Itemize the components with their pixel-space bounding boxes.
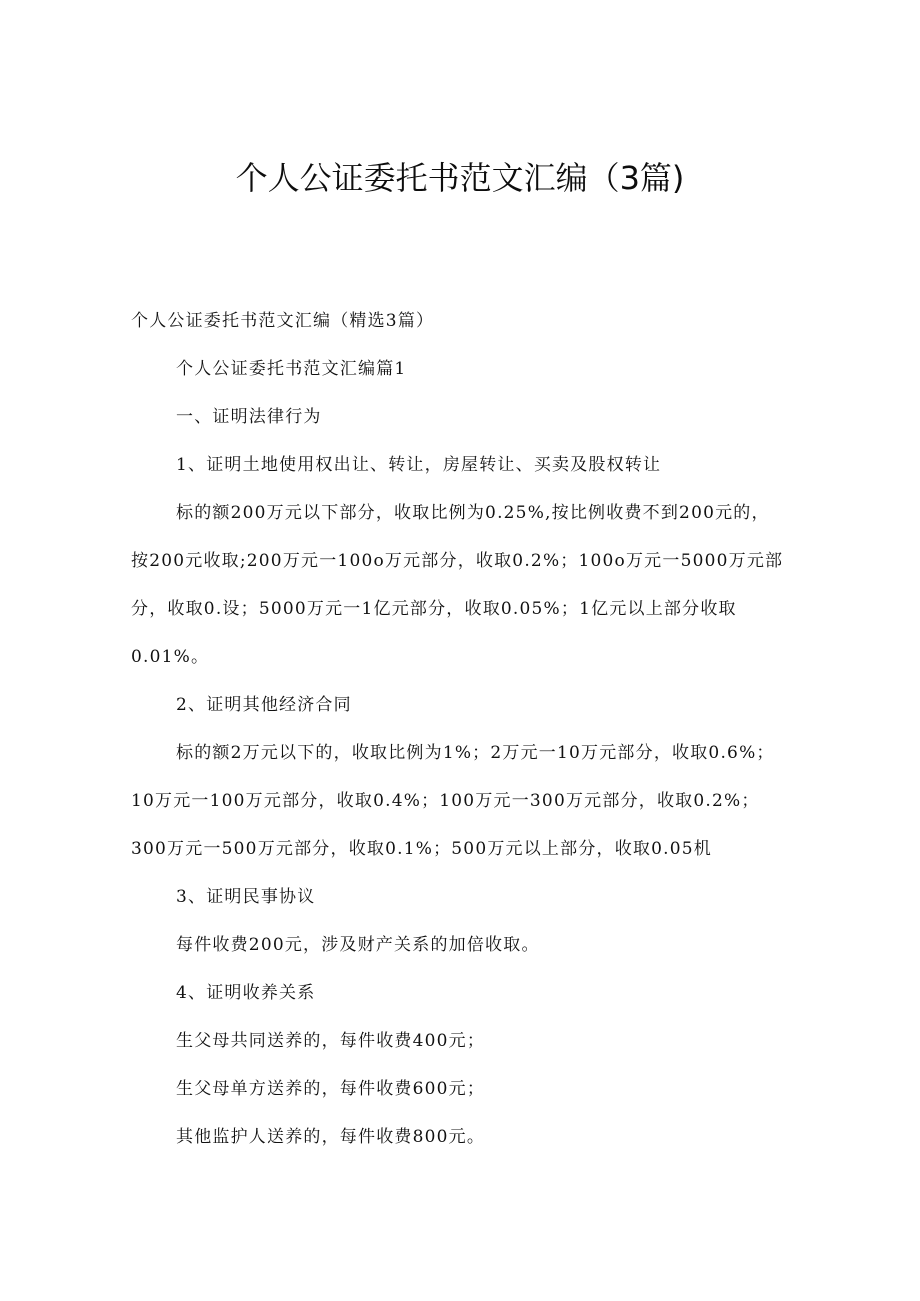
- item4-heading: 4、证明收养关系: [176, 983, 316, 1003]
- item2-heading: 2、证明其他经济合同: [176, 695, 352, 715]
- item1-line: 分，收取0.设；5000万元一1亿元部分，收取0.05%；1亿元以上部分收取: [131, 599, 737, 619]
- item3-line: 每件收费200元，涉及财产关系的加倍收取。: [176, 935, 540, 955]
- item4-line: 生父母共同送养的，每件收费400元；: [176, 1031, 486, 1051]
- item2-line: 300万元一500万元部分，收取0.1%；500万元以上部分，收取0.05机: [131, 839, 712, 859]
- part-one-heading: 一、证明法律行为: [176, 407, 322, 427]
- item4-line: 生父母单方送养的，每件收费600元；: [176, 1079, 486, 1099]
- item2-line: 标的额2万元以下的，收取比例为1%；2万元一10万元部分，收取0.6%；: [176, 743, 775, 763]
- item3-heading: 3、证明民事协议: [176, 887, 316, 907]
- item4-line: 其他监护人送养的，每件收费800元。: [176, 1127, 486, 1147]
- section-heading: 个人公证委托书范文汇编篇1: [176, 359, 407, 379]
- item1-line: 按200元收取;200万元一100o万元部分，收取0.2%；100o万元一5000万元部: [131, 551, 784, 571]
- document-subtitle: 个人公证委托书范文汇编（精选3篇）: [131, 311, 435, 331]
- item1-line: 0.01%。: [131, 647, 210, 667]
- item2-line: 10万元一100万元部分，收取0.4%；100万元一300万元部分，收取0.2%；: [131, 791, 760, 811]
- item1-line: 标的额200万元以下部分，收取比例为0.25%,按比例收费不到200元的，: [176, 503, 770, 523]
- document-title: 个人公证委托书范文汇编（3篇): [235, 159, 685, 197]
- item1-heading: 1、证明土地使用权出让、转让，房屋转让、买卖及股权转让: [176, 455, 662, 475]
